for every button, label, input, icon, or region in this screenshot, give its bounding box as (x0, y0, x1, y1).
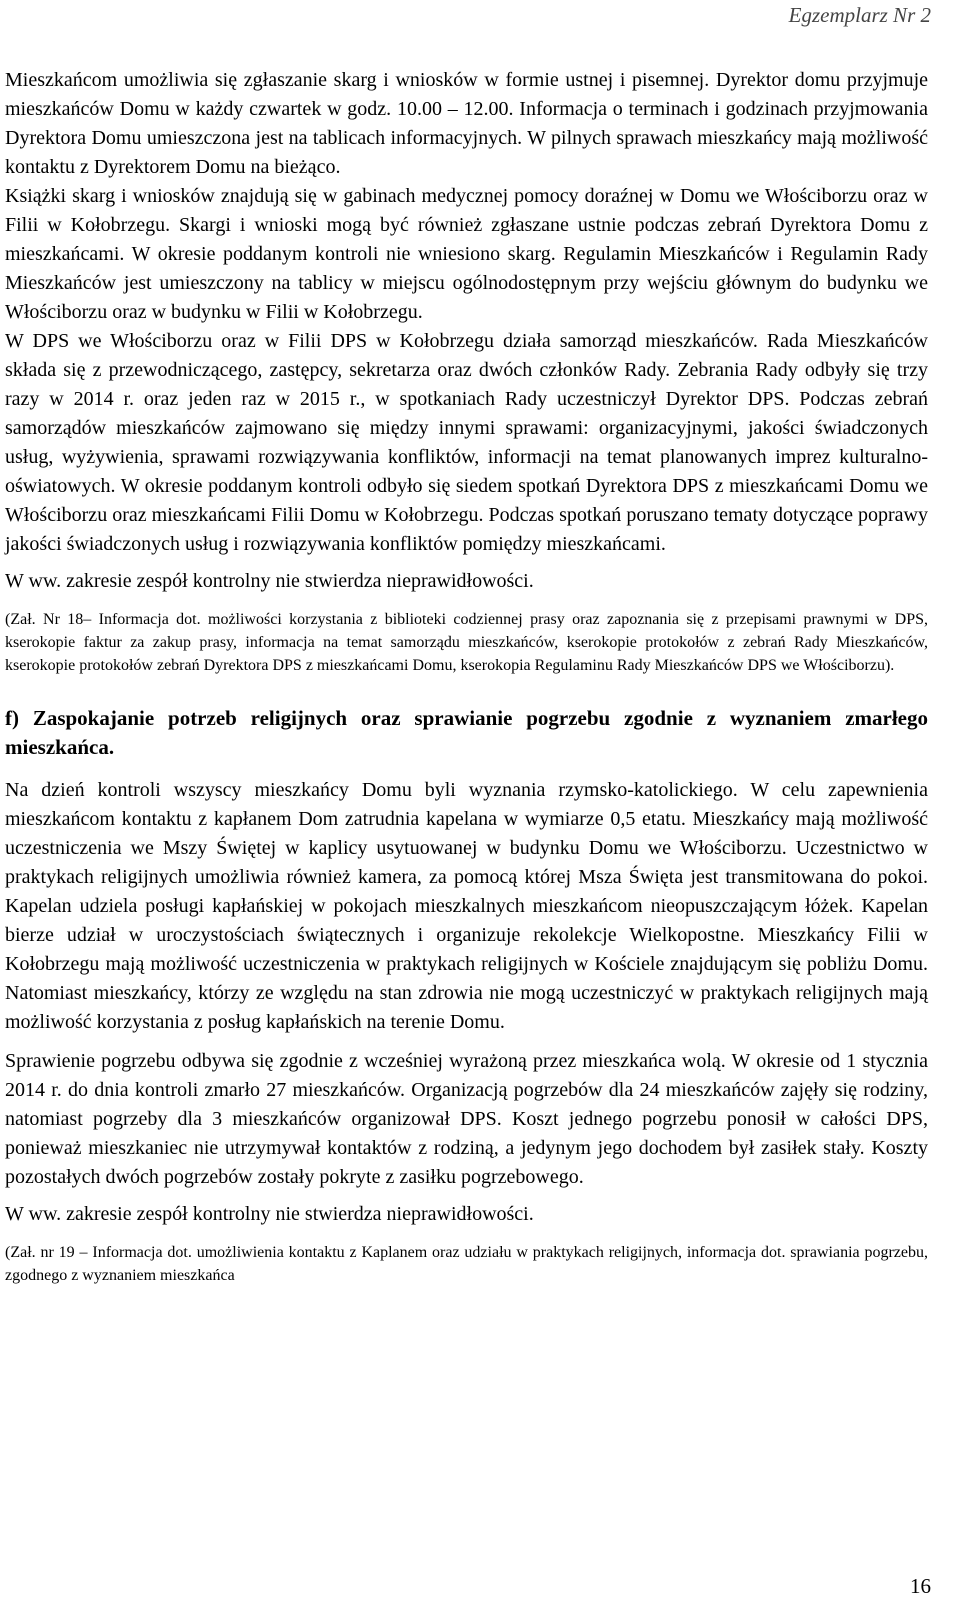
document-copy-label: Egzemplarz Nr 2 (788, 3, 931, 27)
page-number: 16 (910, 1574, 931, 1598)
conclusion-no-irregularities: W ww. zakresie zespół kontrolny nie stwierdza nieprawidłowości. (5, 570, 534, 592)
paragraph-religious-needs: Na dzień kontroli wszyscy mieszkańcy Domu byli wyznania rzymsko-katolickiego. W celu zapewnienia mieszkańcom kontaktu z kapłanem Dom zatrudnia kapelana w wymiarze 0,5 etatu. Mieszkańcy mają możliwość uczestniczenia we Mszy Świętej w kaplicy usytuowanej w budynku Domu we Włościborzu. Uczestnictwo w praktykach religijnych umożliwia również kamera, za pomocą której Msza Święta jest transmitowana do pokoi. Kapelan udziela posługi kapłańskiej w pokojach mieszkalnych mieszkańcom nieopuszczającym łóżek. Kapelan bierze udział w uroczystościach świątecznych i organizuje rekolekcje Wielkopostne. Mieszkańcy Filii w Kołobrzegu mają możliwość uczestniczenia w praktykach religijnych w Kościele znajdującym się pobliżu Domu. Natomiast mieszkańcy, którzy ze względu na stan zdrowia nie mogą uczestniczyć w praktykach religijnych mają możliwość korzystania z posług kapłańskich na terenie Domu. (5, 779, 928, 1033)
paragraph-funerals: Sprawienie pogrzebu odbywa się zgodnie z wcześniej wyrażoną przez mieszkańca wolą. W okresie od 1 stycznia 2014 r. do dnia kontroli zmarło 27 mieszkańców. Organizacją pogrzebów dla 24 mieszkańców zajęły się rodziny, natomiast pogrzeby dla 3 mieszkańców organizował DPS. Koszt jednego pogrzebu ponosił w całości DPS, ponieważ mieszkaniec nie utrzymywał kontaktów z rodziną, a jedynym jego dochodem był zasiłek stały. Koszty pozostałych dwóch pogrzebów zostały pokryte z zasiłku pogrzebowego. (5, 1050, 928, 1188)
section-heading-f: f) Zaspokajanie potrzeb religijnych oraz sprawianie pogrzebu zgodnie z wyznaniem zmarłego mieszkańca. (5, 706, 928, 759)
paragraph-complaints-procedure: Mieszkańcom umożliwia się zgłaszanie skarg i wniosków w formie ustnej i pisemnej. Dyrektor domu przyjmuje mieszkańców Domu w każdy czwartek w godz. 10.00 – 12.00. Informacja o terminach i godzinach przyjmowania Dyrektora Domu umieszczona jest na tablicach informacyjnych. W pilnych sprawach mieszkańcy mają możliwość kontaktu z Dyrektorem Domu na bieżąco. (5, 69, 928, 178)
attachment-note-18: (Zał. Nr 18– Informacja dot. możliwości korzystania z biblioteki codziennej prasy oraz zapoznania się z przepisami prawnymi w DPS, kserokopie faktur za zakup prasy, informacja na temat samorządu mieszkańców, kserokopie protokołów z zebrań Rady Mieszkańców, kserokopie protokołów zebrań Dyrektora DPS z mieszkańcami Domu, kserokopia Regulaminu Rady Mieszkańców DPS we Włościborzu). (5, 611, 928, 674)
attachment-note-19: (Zał. nr 19 – Informacja dot. umożliwienia kontaktu z Kaplanem oraz udziału w praktykach religijnych, informacja dot. sprawiania pogrzebu, zgodnego z wyznaniem mieszkańca (5, 1244, 928, 1284)
document-body (5, 66, 928, 1287)
conclusion-no-irregularities-2: W ww. zakresie zespół kontrolny nie stwierdza nieprawidłowości. (5, 1203, 534, 1225)
paragraph-residents-council: W DPS we Włościborzu oraz w Filii DPS w Kołobrzegu działa samorząd mieszkańców. Rada Mieszkańców składa się z przewodniczącego, zastępcy, sekretarza oraz dwóch członków Rady. Zebrania Rady odbyły się trzy razy w 2014 r. oraz jeden raz w 2015 r., w spotkaniach Rady uczestniczył Dyrektor DPS. Podczas zebrań samorządów mieszkańców zajmowano się między innymi sprawami: organizacyjnymi, jakości świadczonych usług, wyżywienia, sprawami rozwiązywania konfliktów, informacji na temat planowanych imprez kulturalno-oświatowych. W okresie poddanym kontroli odbyło się siedem spotkań Dyrektora DPS z mieszkańcami Domu we Włościborzu oraz mieszkańcami Filii Domu w Kołobrzegu. Podczas spotkań poruszano tematy dotyczące poprawy jakości świadczonych usług i rozwiązywania konfliktów pomiędzy mieszkańcami. (5, 330, 928, 555)
paragraph-complaint-books: Książki skarg i wniosków znajdują się w gabinach medycznej pomocy doraźnej w Domu we Włościborzu oraz w Filii w Kołobrzegu. Skargi i wnioski mogą być również zgłaszane ustnie podczas zebrań Dyrektora Domu z mieszkańcami. W okresie poddanym kontroli nie wniesiono skarg. Regulamin Mieszkańców i Regulamin Rady Mieszkańców jest umieszczony na tablicy w miejscu ogólnodostępnym przy wejściu głównym do budynku we Włościborzu oraz w budynku w Filii w Kołobrzegu. (5, 185, 928, 323)
